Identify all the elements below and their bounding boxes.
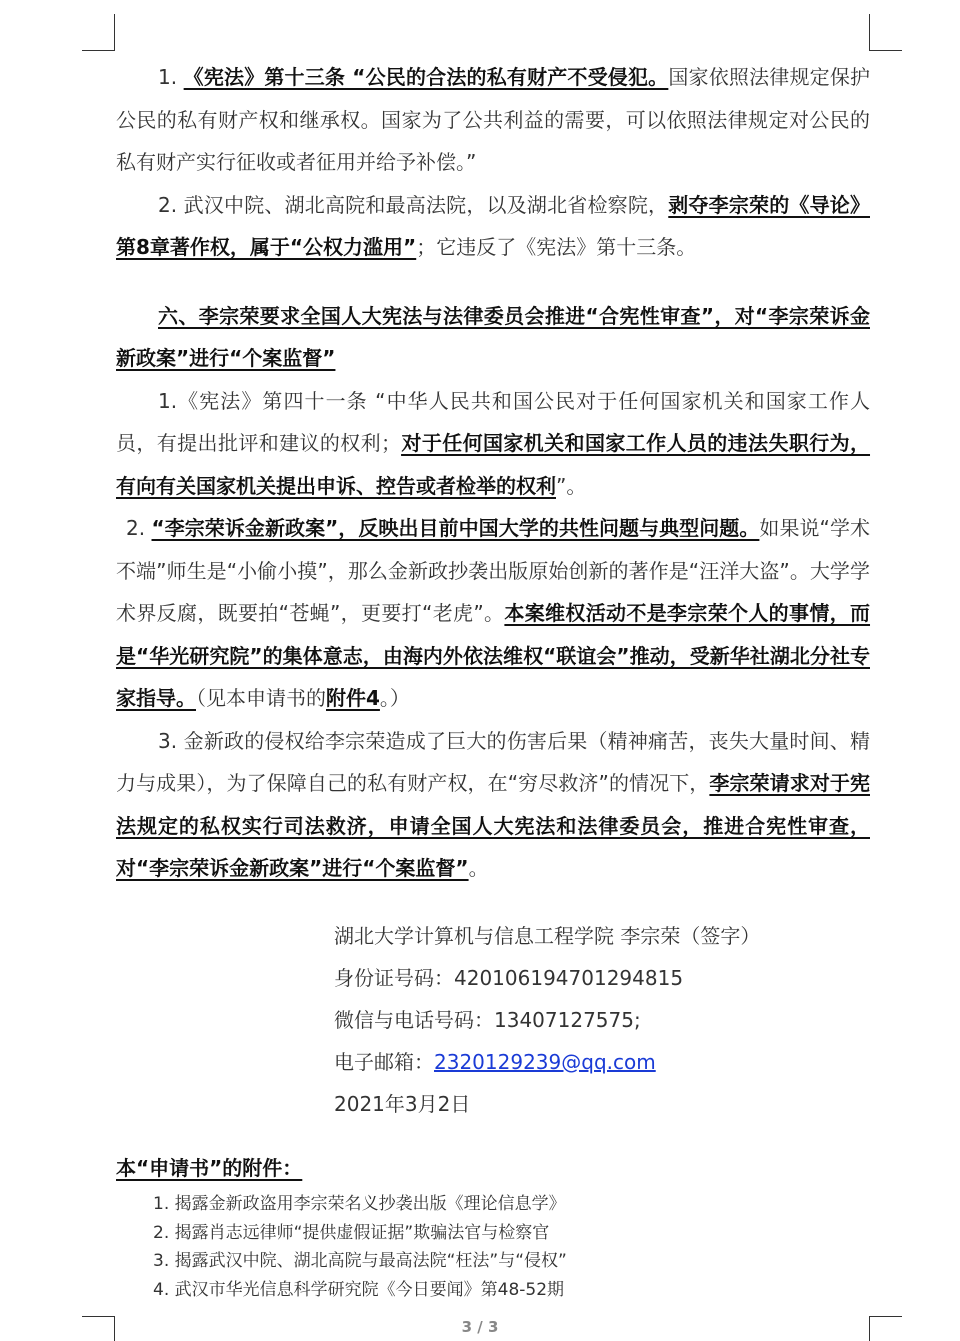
paragraph-case-significance: 2. “李宗荣诉金新政案”，反映出目前中国大学的共性问题与典型问题。如果说“学术不端”师生是“小偷小摸”，那么金新政抄袭出版原始创新的著作是“汪洋大盗”。大学学术界反腐，既要拍“苍蝇”，更要打“老虎”。本案维权活动不是李宗荣个人的事情，而是“华光研究院”的集体意志，由海内外依法维权“联谊会”推动，受新华社湖北分社专家指导。（见本申请书的附件4。） bbox=[116, 516, 871, 710]
signature-block bbox=[334, 915, 854, 1125]
signature-line: 湖北大学计算机与信息工程学院 李宗荣（签字） bbox=[334, 924, 761, 948]
bold-underlined-text: 《宪法》第十三条 “公民的合法的私有财产不受侵犯。 bbox=[183, 65, 669, 89]
date-line: 2021年3月2日 bbox=[334, 1092, 471, 1116]
section-heading-6: 六、李宗荣要求全国人大宪法与法律委员会推进“合宪性审查”，对“李宗荣诉金新政案”进行“个案监督” bbox=[116, 303, 870, 370]
attachment-item: 3. 揭露武汉中院、湖北高院与最高法院“枉法”与“侵权” bbox=[153, 1251, 567, 1271]
bold-underlined-text: 李宗荣请求对于宪法规定的私权实行司法救济，申请全国人大宪法和法律委员会，推进合宪性审查，对“李宗荣诉金新政案”进行“个案监督” bbox=[116, 771, 870, 880]
attachments-list bbox=[153, 1190, 567, 1304]
paragraph-constitution-art13: 1. 《宪法》第十三条 “公民的合法的私有财产不受侵犯。国家依照法律规定保护公民的私有财产权和继承权。国家为了公共利益的需要，可以依照法律规定对公民的私有财产实行征收或者征用并给予补偿。” bbox=[116, 65, 871, 174]
paragraph-court-abuse: 2. 武汉中院、湖北高院和最高法院，以及湖北省检察院，剥夺李宗荣的《导论》第8章著作权，属于“公权力滥用”；它违反了《宪法》第十三条。 bbox=[116, 192, 870, 259]
crop-mark-bottom-left bbox=[82, 1316, 115, 1317]
crop-mark-bottom-right bbox=[869, 1316, 902, 1317]
attachment-reference: 附件4 bbox=[326, 686, 380, 710]
page-indicator: 3 / 3 bbox=[461, 1318, 499, 1336]
attachment-item: 1. 揭露金新政盗用李宗荣名义抄袭出版《理论信息学》 bbox=[153, 1194, 566, 1214]
crop-mark-top-left bbox=[82, 50, 115, 51]
attachment-item: 2. 揭露肖志远律师“提供虚假证据”欺骗法官与检察官 bbox=[153, 1222, 550, 1243]
bold-underlined-text: 对于任何国家机关和国家工作人员的违法失职行为，有向有关国家机关提出申诉、控告或者检举的权利 bbox=[116, 431, 871, 498]
attachments-title: 本“申请书”的附件： bbox=[116, 1156, 303, 1180]
document-body bbox=[116, 56, 870, 890]
bold-underlined-text: 本案维权活动不是李宗荣个人的事情，而是“华光研究院”的集体意志，由海内外依法维权“联谊会”推动，受新华社湖北分社专家指导。 bbox=[116, 601, 871, 710]
phone-line: 微信与电话号码：13407127575; bbox=[334, 1008, 641, 1032]
email-line: 电子邮箱：2320129239@qq.com bbox=[334, 1050, 656, 1074]
crop-mark-top-right bbox=[869, 14, 870, 50]
attachment-item: 4. 武汉市华光信息科学研究院《今日要闻》第48-52期 bbox=[153, 1279, 565, 1300]
crop-mark-top-right bbox=[869, 50, 902, 51]
bold-underlined-text: “李宗荣诉金新政案”，反映出目前中国大学的共性问题与典型问题。 bbox=[151, 516, 760, 540]
paragraph-request: 3. 金新政的侵权给李宗荣造成了巨大的伤害后果（精神痛苦，丧失大量时间、精力与成果），为了保障自己的私有财产权，在“穷尽救济”的情况下，李宗荣请求对于宪法规定的私权实行司法救济，申请全国人大宪法和法律委员会，推进合宪性审查，对“李宗荣诉金新政案”进行“个案监督”。 bbox=[116, 728, 870, 880]
email-link[interactable]: 2320129239@qq.com bbox=[434, 1050, 656, 1074]
paragraph-constitution-art41: 1.《宪法》第四十一条 “中华人民共和国公民对于任何国家机关和国家工作人员，有提出批评和建议的权利；对于任何国家机关和国家工作人员的违法失职行为，有向有关国家机关提出申诉、控告或者检举的权利”。 bbox=[116, 388, 871, 498]
bold-underlined-text: 剥夺李宗荣的《导论》第8章著作权，属于“公权力滥用” bbox=[116, 192, 870, 259]
crop-mark-top-left bbox=[114, 14, 115, 50]
id-number-line: 身份证号码：420106194701294815 bbox=[334, 966, 684, 990]
